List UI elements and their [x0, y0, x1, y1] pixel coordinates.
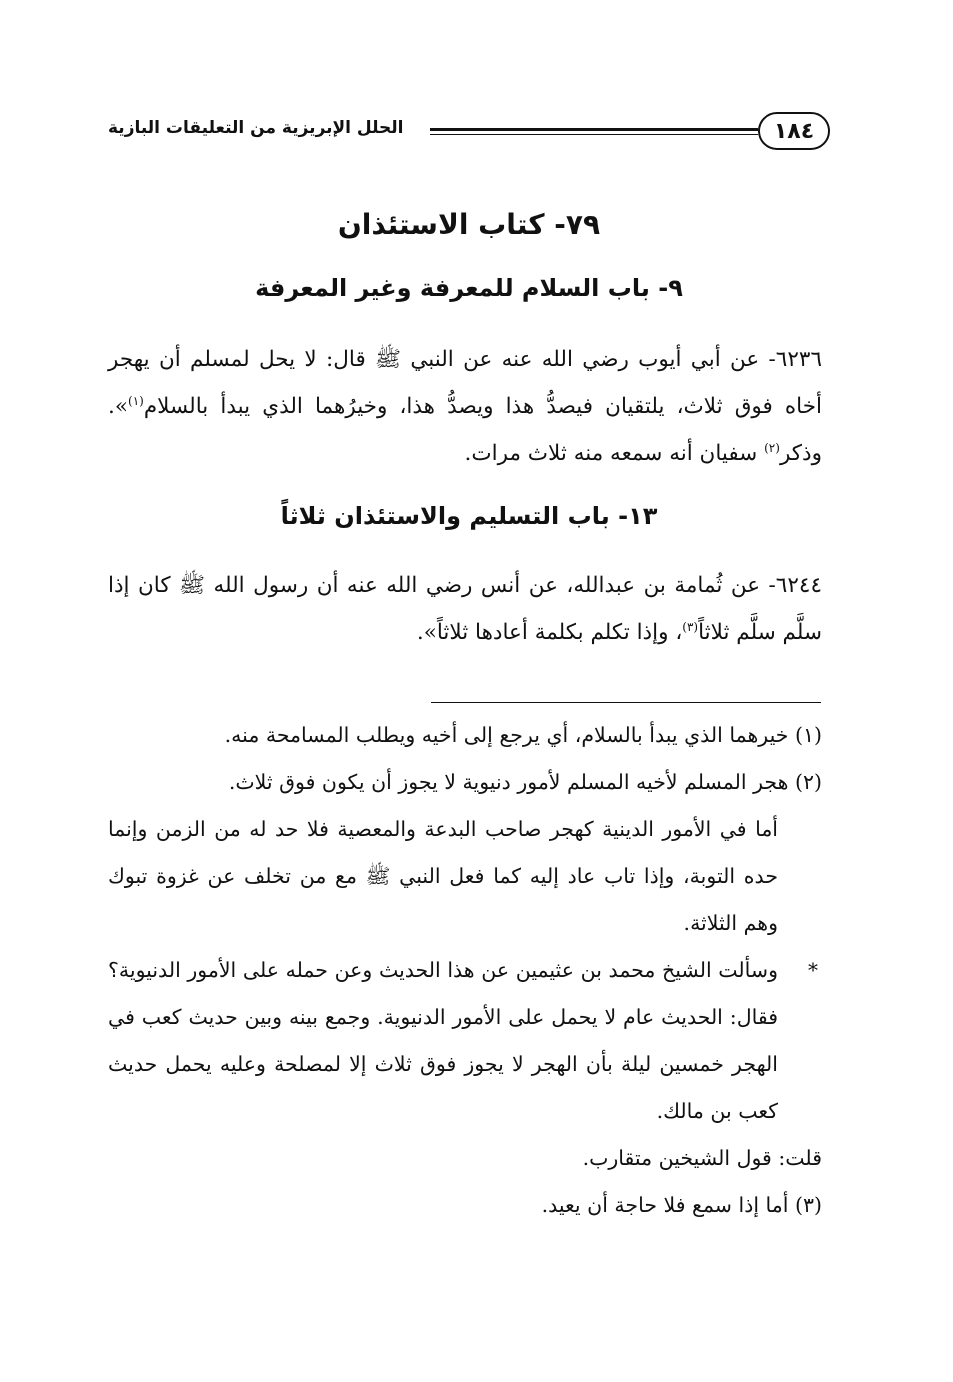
- footnote-ref: (٣): [682, 619, 699, 634]
- running-title: الحلل الإبريزية من التعليقات البازية: [108, 118, 404, 138]
- footnote-separator: [431, 702, 821, 703]
- footnote-3: (٣) أما إذا سمع فلا حاجة أن يعيد.: [541, 1193, 822, 1217]
- footnote-2-question: [108, 947, 822, 1135]
- page-header: [108, 112, 830, 154]
- asterisk-icon: *: [808, 958, 818, 982]
- footnote-remark: قلت: قول الشيخين متقارب.: [582, 1146, 822, 1170]
- hadith-text: ٦٢٣٦- عن أبي أيوب رضي الله عنه عن النبي ﷺ قال: لا يحل لمسلم أن يهجر أخاه فوق ثلاث، يلتقيان فيصدُّ هذا ويصدُّ هذا، وخيرُهما الذي يبدأ بالسلام: [108, 347, 822, 419]
- book-title: ٧٩- كتاب الاستئذان: [337, 208, 601, 241]
- footnote-2-continuation: أما في الأمور الدينية كهجر صاحب البدعة والمعصية فلا حد له من الزمن وإنما حده التوبة، وإذا تاب عاد إليه كما فعل النبي ﷺ مع من تخلف عن غزوة تبوك وهم الثلاثة.: [108, 817, 778, 935]
- footnote-1: (١) خيرهما الذي يبدأ بالسلام، أي يرجع إلى أخيه ويطلب المسامحة منه.: [224, 723, 822, 747]
- footnotes: [108, 712, 822, 1229]
- footnote-ref: (١): [128, 393, 144, 408]
- footnote-question-text: وسألت الشيخ محمد بن عثيمين عن هذا الحديث وعن حمله على الأمور الدنيوية؟ فقال: الحديث عام لا يحمل على الأمور الدنيوية. وجمع بينه وبين حديث كعب في الهجر خمسين ليلة بأن الهجر لا يجوز فوق ثلاث إلا لمصلحة وعليه يحمل حديث كعب بن مالك.: [108, 958, 779, 1123]
- footnote-2: (٢) هجر المسلم لأخيه المسلم لأمور دنيوية لا يجوز أن يكون فوق ثلاث.: [228, 770, 822, 794]
- chapter-title: ٩- باب السلام للمعرفة وغير المعرفة: [255, 274, 683, 302]
- hadith-text: ، وإذا تكلم بكلمة أعادها ثلاثاً».: [416, 620, 683, 645]
- hadith-text: ». وذكر: [108, 394, 822, 466]
- header-rule: [430, 128, 758, 135]
- hadith-paragraph: [108, 336, 822, 477]
- hadith-paragraph: [108, 562, 822, 656]
- hadith-text: ٦٢٤٤- عن ثُمامة بن عبدالله، عن أنس رضي الله عنه أن رسول الله ﷺ كان إذا سلَّم سلَّم ثلاثاً: [108, 573, 822, 645]
- footnote-ref: (٢): [764, 440, 780, 455]
- hadith-text: سفيان أنه سمعه منه ثلاث مرات.: [464, 441, 765, 466]
- chapter-title: ١٣- باب التسليم والاستئذان ثلاثاً: [280, 502, 658, 530]
- page-number: ١٨٤: [758, 112, 830, 150]
